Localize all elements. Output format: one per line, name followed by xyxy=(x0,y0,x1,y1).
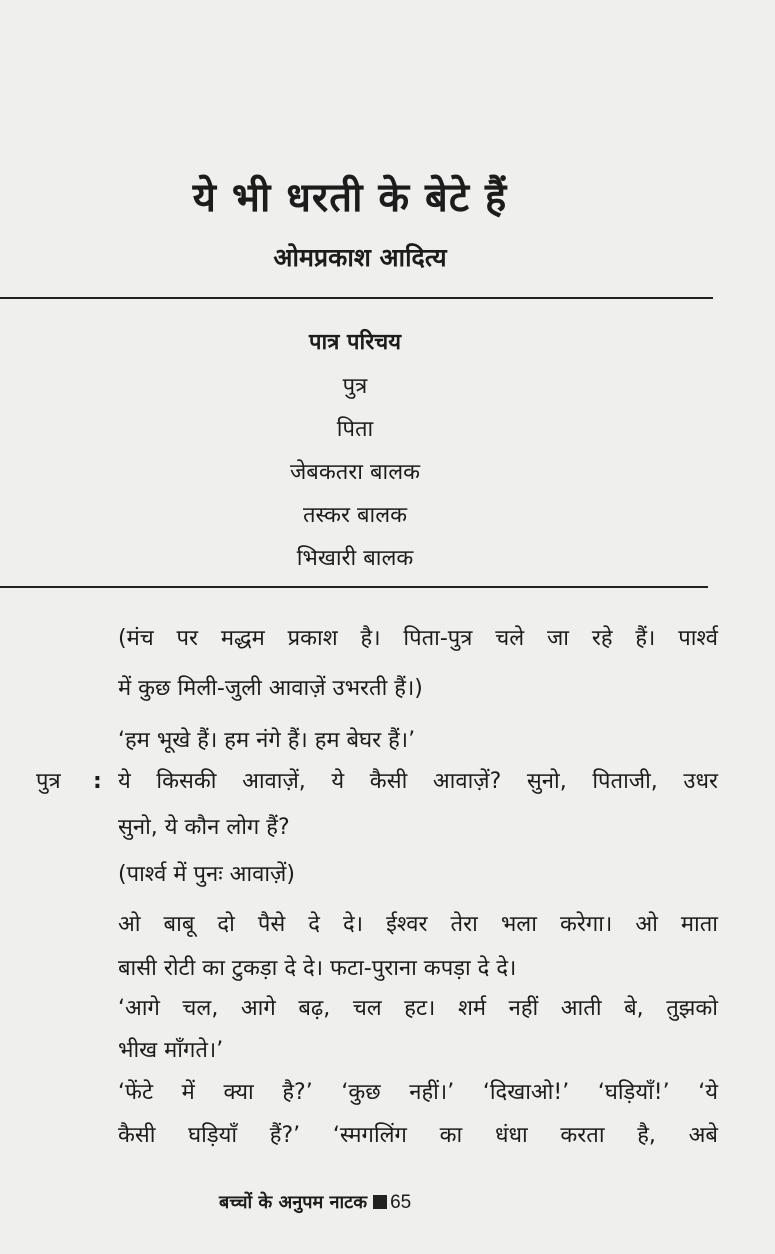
stage-direction-line: (पार्श्व में पुनः आवाज़ें) xyxy=(118,862,295,887)
cast-item: तस्कर बालक xyxy=(302,503,408,528)
dialogue-line: सुनो, ये कौन लोग हैं? xyxy=(118,815,290,840)
cast-heading: पात्र परिचय xyxy=(309,330,401,355)
square-bullet-icon xyxy=(373,1195,387,1209)
dialogue-line: ‘आगे चल, आगे बढ़, चल हट। शर्म नहीं आती बे, तुझको xyxy=(118,996,718,1021)
book-title: बच्चों के अनुपम नाटक xyxy=(219,1192,368,1213)
stage-direction-line: (मंच पर मद्धम प्रकाश है। पिता-पुत्र चले जा रहे हैं। पार्श्व xyxy=(118,626,718,651)
page-footer xyxy=(219,1190,411,1214)
dialogue-line: भीख माँगते।’ xyxy=(118,1038,224,1063)
dialogue-line: कैसी घड़ियाँ हैं?’ ‘स्मगलिंग का धंधा करता है, अबे xyxy=(118,1123,718,1148)
cast-item: पिता xyxy=(336,417,374,442)
author-name: ओमप्रकाश आदित्य xyxy=(273,243,447,272)
speaker-label: पुत्र xyxy=(36,769,61,794)
cast-item: जेबकतरा बालक xyxy=(289,460,421,485)
page-number: 65 xyxy=(390,1192,412,1213)
dialogue-line: ‘हम भूखे हैं। हम नंगे हैं। हम बेघर हैं।’ xyxy=(118,728,416,753)
play-title: ये भी धरती के बेटे हैं xyxy=(192,175,508,221)
cast-item: भिखारी बालक xyxy=(296,546,414,571)
bottom-divider xyxy=(0,586,708,588)
dialogue-line: ‘फेंटे में क्या है?’ ‘कुछ नहीं।’ ‘दिखाओ!’ ‘घड़ियाँ!’ ‘ये xyxy=(118,1080,718,1105)
top-divider xyxy=(0,297,713,299)
stage-direction-line: में कुछ मिली-जुली आवाज़ें उभरती हैं।) xyxy=(118,676,423,701)
speaker-colon: : xyxy=(93,769,102,794)
dialogue-line: बासी रोटी का टुकड़ा दे दे। फटा-पुराना कपड़ा दे दे। xyxy=(118,956,517,981)
cast-item: पुत्र xyxy=(342,374,368,399)
dialogue-line: ओ बाबू दो पैसे दे दे। ईश्वर तेरा भला करेगा। ओ माता xyxy=(118,912,718,937)
dialogue-line: ये किसकी आवाज़ें, ये कैसी आवाज़ें? सुनो, पिताजी, उधर xyxy=(118,769,718,794)
cast-list xyxy=(0,325,710,580)
